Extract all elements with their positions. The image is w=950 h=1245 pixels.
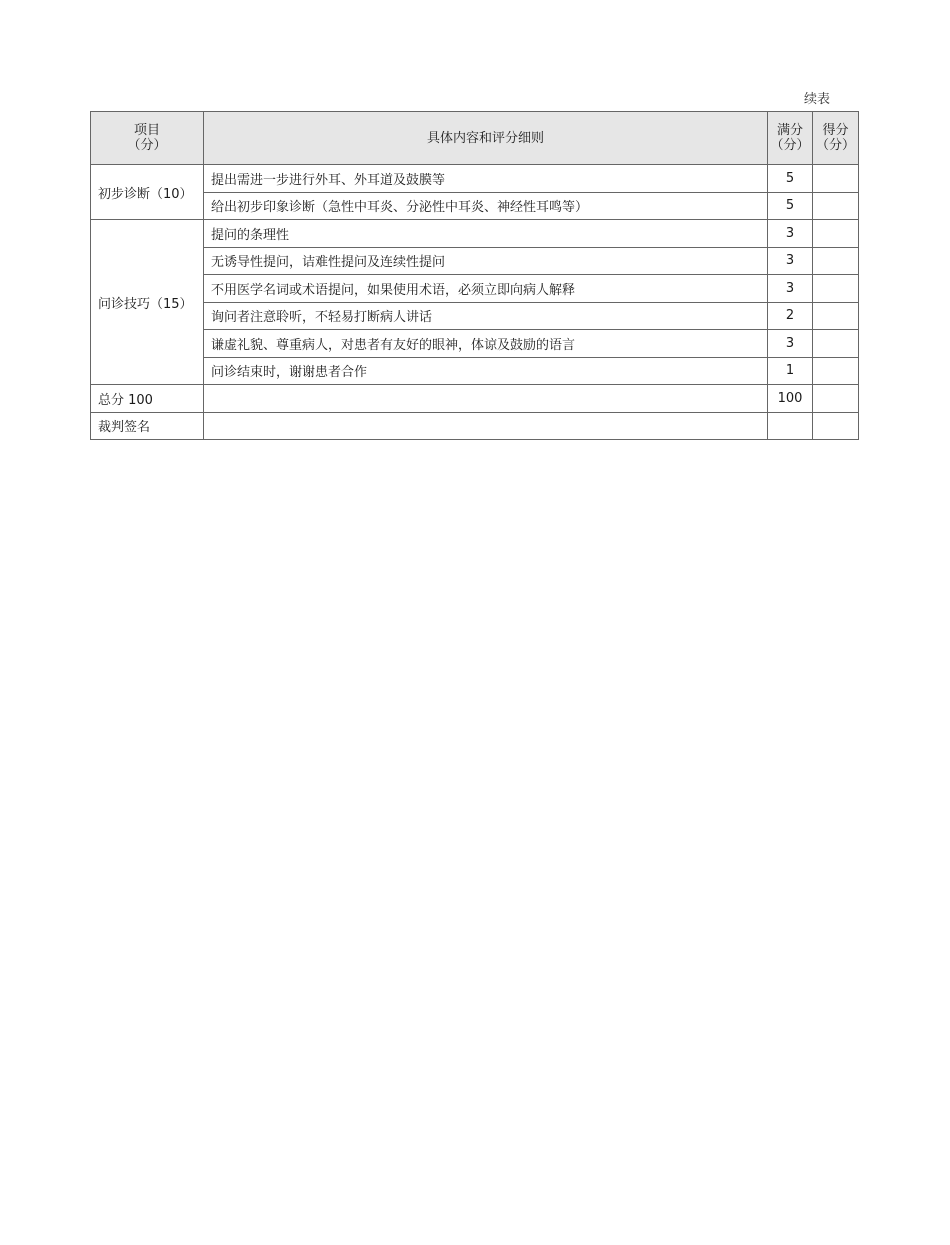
full-score: 3 (768, 220, 813, 248)
table-row (91, 247, 859, 275)
score-cell[interactable] (813, 357, 859, 385)
criterion-content: 谦虚礼貌、尊重病人，对患者有友好的眼神，体谅及鼓励的语言 (204, 330, 768, 358)
full-score: 5 (768, 165, 813, 193)
signature-field[interactable] (204, 412, 768, 440)
full-score: 1 (768, 357, 813, 385)
score-cell[interactable] (813, 220, 859, 248)
signature-label: 裁判签名 (91, 412, 204, 440)
header-got-label: 得分 (822, 123, 849, 138)
total-row (91, 385, 859, 413)
score-cell[interactable] (813, 165, 859, 193)
category-skills: 问诊技巧（15） (91, 220, 204, 385)
criterion-content: 给出初步印象诊断（急性中耳炎、分泌性中耳炎、神经性耳鸣等） (204, 192, 768, 220)
continued-label: 续表 (803, 92, 830, 107)
total-label: 总分 100 (91, 385, 204, 413)
table-row (91, 357, 859, 385)
table-row (91, 165, 859, 193)
scoring-table (90, 111, 859, 440)
table-row (91, 192, 859, 220)
header-content: 具体内容和评分细则 (204, 112, 768, 165)
category-diagnosis: 初步诊断（10） (91, 165, 204, 220)
full-score: 2 (768, 302, 813, 330)
criterion-content: 不用医学名词或术语提问，如果使用术语，必须立即向病人解释 (204, 275, 768, 303)
total-content (204, 385, 768, 413)
criterion-content: 询问者注意聆听，不轻易打断病人讲话 (204, 302, 768, 330)
full-score: 3 (768, 330, 813, 358)
criterion-content: 无诱导性提问，诘难性提问及连续性提问 (204, 247, 768, 275)
table-row (91, 302, 859, 330)
score-cell[interactable] (813, 247, 859, 275)
header-item-unit: （分） (127, 138, 167, 153)
full-score: 3 (768, 275, 813, 303)
signature-score-cell (813, 412, 859, 440)
full-score: 5 (768, 192, 813, 220)
criterion-content: 提出需进一步进行外耳、外耳道及鼓膜等 (204, 165, 768, 193)
score-cell[interactable] (813, 302, 859, 330)
table-row (91, 220, 859, 248)
header-item-label: 项目 (133, 123, 160, 138)
table-row (91, 330, 859, 358)
table-header-row (91, 112, 859, 165)
header-got-unit: （分） (815, 138, 855, 153)
criterion-content: 问诊结束时，谢谢患者合作 (204, 357, 768, 385)
score-cell[interactable] (813, 330, 859, 358)
header-item (91, 112, 204, 165)
score-cell[interactable] (813, 192, 859, 220)
criterion-content: 提问的条理性 (204, 220, 768, 248)
total-score-cell[interactable] (813, 385, 859, 413)
total-full-score: 100 (768, 385, 813, 413)
signature-row (91, 412, 859, 440)
score-cell[interactable] (813, 275, 859, 303)
header-full-label: 满分 (776, 123, 803, 138)
header-full-unit: （分） (770, 138, 810, 153)
signature-full-cell (768, 412, 813, 440)
header-got (813, 112, 859, 165)
header-full (768, 112, 813, 165)
full-score: 3 (768, 247, 813, 275)
table-row (91, 275, 859, 303)
